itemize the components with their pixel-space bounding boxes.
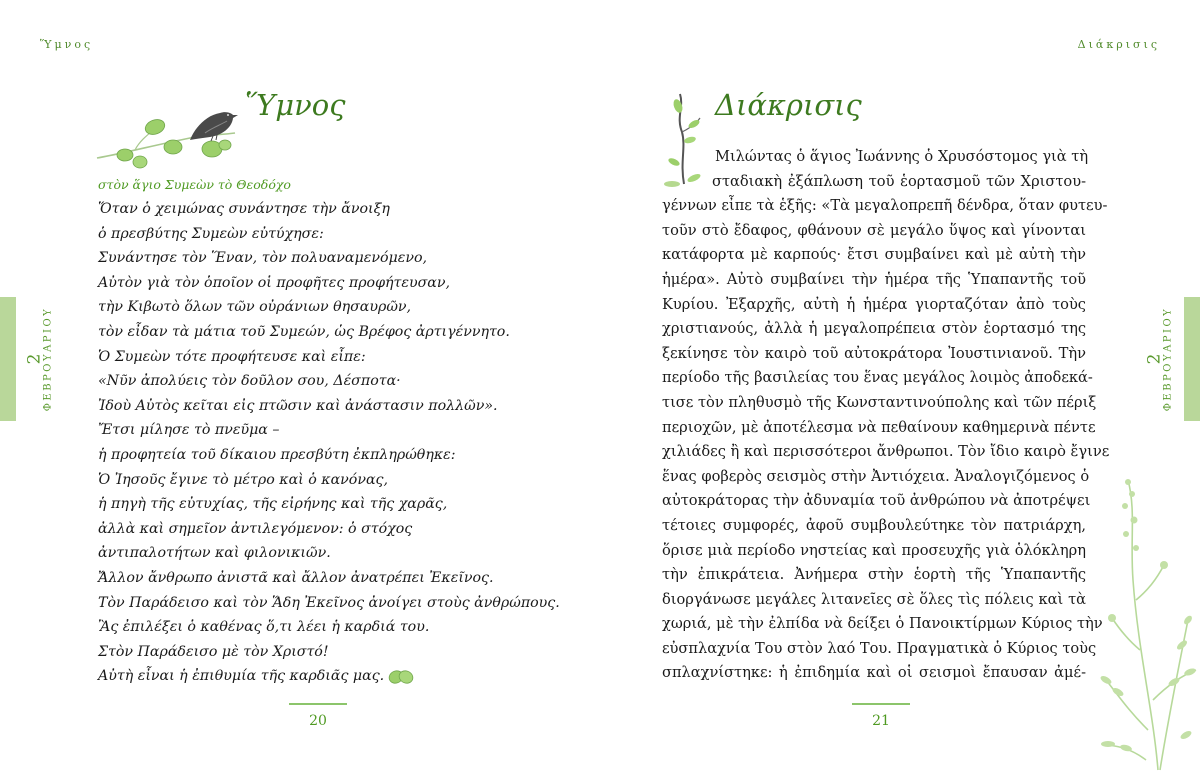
prose-line: αὐτοκράτορας τὴν ἀδυναμία τοῦ ἀνθρώπου νὰ ἀποτρέψει	[662, 492, 1091, 510]
poem-line: Ὅταν ὁ χειμώνας συνάντησε τὴν ἄνοιξη	[98, 201, 390, 217]
prose-line: Κυρίου. Ἐξαρχῆς, αὐτὴ ἡ ἡμέρα γιορταζόταν ἀπὸ τοὺς	[662, 295, 1086, 313]
poem-line: Ἔτσι μίλησε τὸ πνεῦμα –	[98, 422, 280, 439]
hymn-poem	[98, 197, 560, 689]
plant-illustration	[1098, 470, 1198, 770]
hymn-title: Ὕμνος	[245, 88, 346, 122]
prose-line: γέννων εἶπε τὰ ἑξῆς: «Τὰ μεγαλοπρεπῆ δένδρα, ὅταν φυτευ-	[662, 197, 1108, 215]
side-date-left	[20, 296, 60, 422]
poem-line: τὴν Κιβωτὸ ὅλων τῶν οὐράνιων θησαυρῶν,	[98, 299, 412, 316]
running-head-right: Διάκρισις	[1077, 38, 1160, 51]
prose-line: τὴν ἐπικράτεια. Ἀνήμερα στὴν ἑορτὴ τῆς Ὑπαπαντῆς	[662, 566, 1086, 584]
prose-line: περιοχῶν, μὲ ἀποτέλεσμα νὰ πεθαίνουν καθημερινὰ πέντε	[662, 418, 1096, 436]
folio-rule-right	[852, 703, 910, 705]
folio-rule-left	[289, 703, 347, 705]
poem-line: Ἄλλον ἄνθρωπο ἀνιστᾶ καὶ ἄλλον ἀνατρέπει Ἐκεῖνος.	[98, 569, 494, 586]
prose-line: ἕνας φοβερὸς σεισμὸς στὴν Ἀντιόχεια. Ἀναλογιζόμενος ὁ	[662, 467, 1090, 485]
running-head-left: Ὕμνος	[40, 38, 94, 51]
side-date-day: 2	[1144, 353, 1165, 365]
prose-line: διοργάνωσε μεγάλες λιτανεῖες σὲ ὅλες τὶς πόλεις καὶ τὰ	[662, 590, 1086, 608]
side-tab-left	[0, 297, 16, 421]
hymn-subtitle: στὸν ἅγιο Συμεὼν τὸ Θεοδόχο	[98, 177, 291, 192]
prose-line: τισε τὸν πληθυσμὸ τῆς Κωνσταντινούπολης καὶ τῶν πέριξ	[662, 393, 1097, 411]
poem-line: ἀλλὰ καὶ σημεῖον ἀντιλεγόμενον: ὁ στόχος	[98, 520, 413, 537]
page-number-right: 21	[872, 713, 890, 729]
poem-line: ἀντιπαλοτήτων καὶ φιλονικιῶν.	[98, 545, 331, 562]
poem-line: Τὸν Παράδεισο καὶ τὸν Ἅδη Ἐκεῖνος ἀνοίγει στοὺς ἀνθρώπους.	[98, 594, 560, 611]
right-page	[600, 0, 1200, 774]
side-date-right	[1140, 296, 1180, 422]
leaf-ornament-icon	[387, 668, 415, 686]
prose-line: ξεκίνησε τὸν καιρὸ τοῦ αὐτοκράτορα Ἰουστινιανοῦ. Τὴν	[662, 344, 1086, 362]
poem-line: τὸν εἶδαν τὰ μάτια τοῦ Συμεών, ὡς Βρέφος ἀρτιγέννητο.	[98, 323, 510, 340]
prose-line: κατάφορτα μὲ καρπούς· ἔτσι συμβαίνει καὶ μὲ αὐτὴ τὴν	[662, 246, 1086, 264]
bird-on-branch-illustration	[95, 105, 245, 170]
prose-line: περίοδο τῆς βασιλείας του ἕνας μεγάλος λοιμὸς ἀποδεκά-	[662, 369, 1093, 387]
prose-line: ὅρισε μιὰ περίοδο νηστείας καὶ προσευχῆς γιὰ ὁλόκληρη	[662, 541, 1086, 559]
poem-line: ἡ πηγὴ τῆς εὐτυχίας, τῆς εἰρήνης καὶ τῆς χαρᾶς,	[98, 496, 448, 513]
side-date-month: ΦΕΒΡΟΥΑΡΙΟΥ	[1162, 306, 1174, 412]
poem-line: Αὐτὸν γιὰ τὸν ὁποῖον οἱ προφῆτες προφήτευσαν,	[98, 274, 450, 291]
poem-line: «Νῦν ἀπολύεις τὸν δοῦλον σου, Δέσποτα·	[98, 373, 401, 390]
prose-line: χριστιανούς, ἀλλὰ ἡ μεγαλοπρέπεια στὸν ἑορτασμό της	[662, 320, 1086, 338]
page-number-left: 20	[309, 713, 327, 729]
prose-line: ἡμέρα». Αὐτὸ συμβαίνει τὴν ἡμέρα τῆς Ὑπαπαντῆς τοῦ	[662, 270, 1086, 288]
prose-line: χωριά, μὲ τὴν ἐλπίδα νὰ δείξει ὁ Πανοικτίρμων Κύριος τὴν	[662, 615, 1103, 633]
poem-line: Ἂς ἐπιλέξει ὁ καθένας ὅ,τι λέει ἡ καρδιά του.	[98, 619, 430, 636]
side-tab-right	[1184, 297, 1200, 421]
prose-line: εὐσπλαχνία Του στὸν λαό Του. Πραγματικὰ ὁ Κύριος τοὺς	[662, 639, 1097, 657]
prose-line: σπλαχνίστηκε: ἡ ἐπιδημία καὶ οἱ σεισμοὶ ἔπαυσαν ἀμέ-	[662, 664, 1086, 682]
discernment-text	[662, 145, 1110, 686]
poem-line: Ἰδοὺ Αὐτὸς κεῖται εἰς πτῶσιν καὶ ἀνάστασιν πολλῶν».	[98, 397, 498, 414]
poem-line: ἡ προφητεία τοῦ δίκαιου πρεσβύτη ἐκπληρώθηκε:	[98, 446, 456, 463]
prose-line: σταδιακὴ ἐξάπλωση τοῦ ἑορτασμοῦ τῶν Χριστου-	[712, 172, 1086, 190]
prose-line: τοῦν στὸ ἔδαφος, φθάνουν σὲ μεγάλο ὕψος καὶ γίνονται	[662, 221, 1086, 239]
poem-line: Στὸν Παράδεισο μὲ τὸν Χριστό!	[98, 643, 329, 660]
prose-line: χιλιάδες ἢ καὶ περισσότεροι ἄνθρωποι. Τὸν ἴδιο καιρὸ ἔγινε	[662, 443, 1110, 461]
poem-line: Ὁ Ἰησοῦς ἔγινε τὸ μέτρο καὶ ὁ κανόνας,	[98, 471, 388, 488]
discernment-title: Διάκρισις	[715, 88, 862, 122]
side-date-day: 2	[24, 353, 45, 365]
poem-line: Συνάντησε τὸν Ἕναν, τὸν πολυαναμενόμενο,	[98, 250, 428, 267]
poem-line	[98, 664, 560, 689]
side-date-month: ΦΕΒΡΟΥΑΡΙΟΥ	[42, 306, 54, 412]
poem-line: Ὁ Συμεὼν τότε προφήτευσε καὶ εἶπε:	[98, 348, 366, 365]
prose-line: τέτοιες συμφορές, ἀφοῦ συμβουλεύτηκε τὸν πατριάρχη,	[662, 516, 1086, 534]
prose-line: Μιλώντας ὁ ἅγιος Ἰωάννης ὁ Χρυσόστομος γιὰ τὴ	[715, 148, 1089, 165]
poem-line: ὁ πρεσβύτης Συμεὼν εὐτύχησε:	[98, 225, 324, 242]
poem-last-line-text: Αὐτὴ εἶναι ἡ ἐπιθυμία τῆς καρδιᾶς μας.	[98, 668, 385, 685]
